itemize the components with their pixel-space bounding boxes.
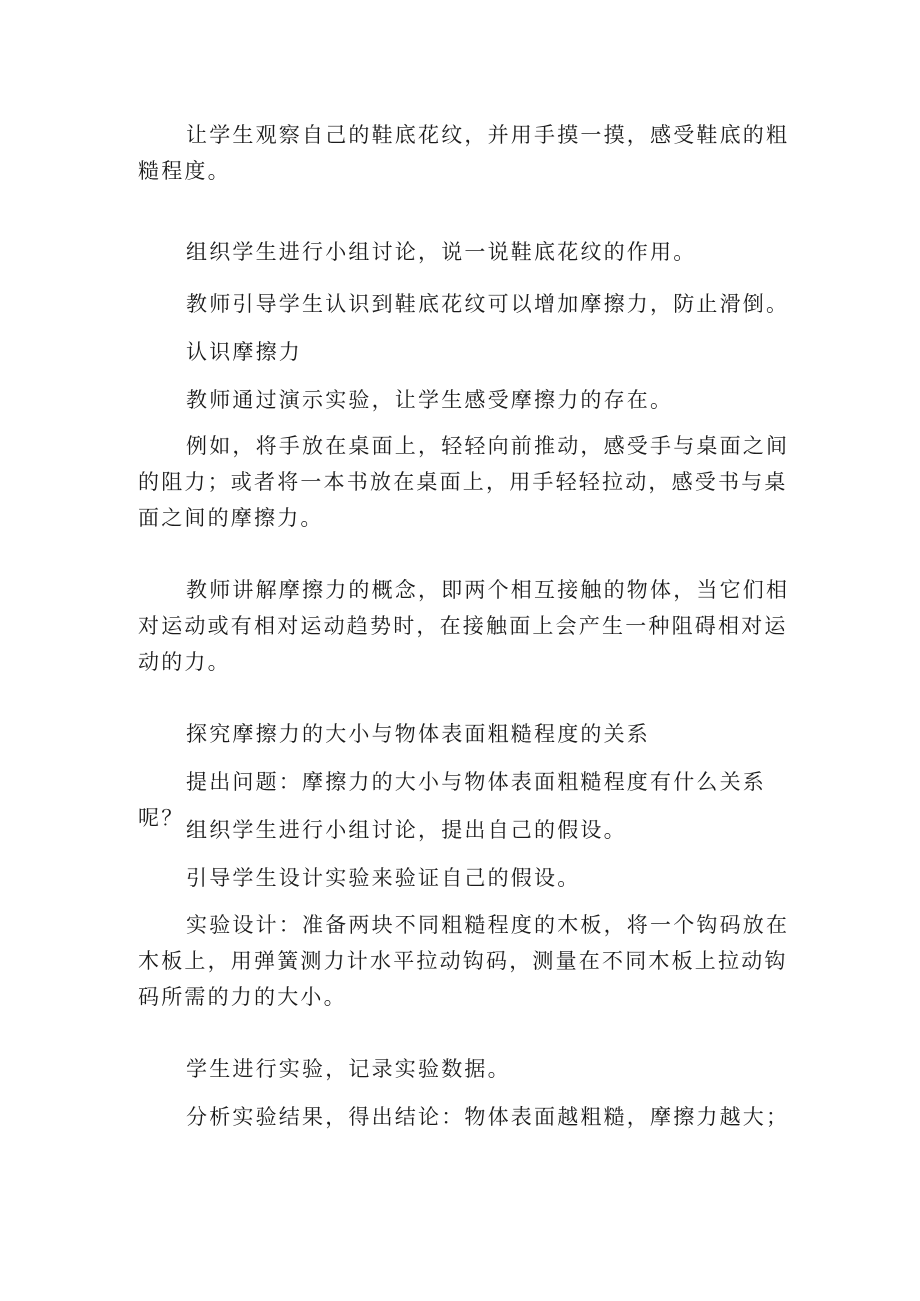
- paragraph-experiment-design: 实验设计：准备两块不同粗糙程度的木板，将一个钩码放在木板上，用弹簧测力计水平拉动钩码，测量在不同木板上拉动钩码所需的力的大小。: [138, 913, 790, 1009]
- paragraph-demonstration-experiment: 教师通过演示实验，让学生感受摩擦力的存在。: [186, 388, 674, 412]
- paragraph-design-experiment: 引导学生设计实验来验证自己的假设。: [186, 866, 581, 890]
- paragraph-record-data: 学生进行实验，记录实验数据。: [186, 1057, 511, 1081]
- paragraph-raise-question: 提出问题：摩擦力的大小与物体表面粗糙程度有什么关系呢？: [138, 770, 766, 830]
- paragraph-examples: 例如，将手放在桌面上，轻轻向前推动，感受手与桌面之间的阻力；或者将一本书放在桌面上，用手轻轻拉动，感受书与桌面之间的摩擦力。: [138, 434, 790, 530]
- paragraph-form-hypothesis: 组织学生进行小组讨论，提出自己的假设。: [186, 818, 627, 842]
- section-heading-explore-roughness: 探究摩擦力的大小与物体表面粗糙程度的关系: [186, 722, 650, 746]
- paragraph-friction-concept: 教师讲解摩擦力的概念，即两个相互接触的物体，当它们相对运动或有相对运动趋势时，在接触面上会产生一种阻碍相对运动的力。: [138, 578, 790, 674]
- paragraph-observe-shoe-soles: 让学生观察自己的鞋底花纹，并用手摸一摸，感受鞋底的粗糙程度。: [138, 123, 790, 183]
- paragraph-group-discussion-soles: 组织学生进行小组讨论，说一说鞋底花纹的作用。: [186, 240, 697, 264]
- paragraph-conclusion: 分析实验结果，得出结论：物体表面越粗糙，摩擦力越大；: [186, 1105, 790, 1129]
- paragraph-teacher-guides-friction: 教师引导学生认识到鞋底花纹可以增加摩擦力，防止滑倒。: [186, 292, 790, 316]
- section-heading-know-friction: 认识摩擦力: [186, 340, 302, 364]
